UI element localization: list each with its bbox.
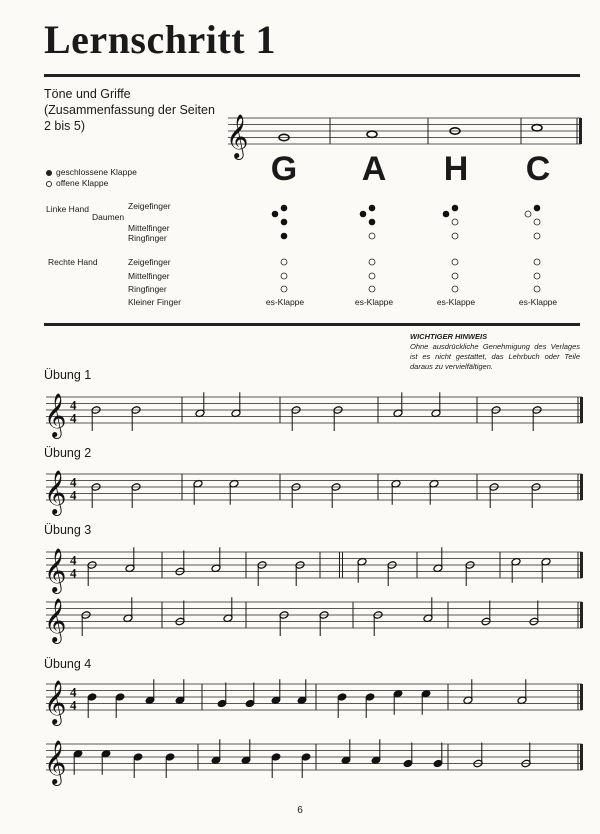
treble-clef-icon: 𝄞	[226, 114, 249, 158]
closed-hole-icon	[281, 205, 288, 212]
closed-hole-icon	[443, 211, 450, 218]
open-hole-icon	[452, 273, 458, 279]
open-hole-icon	[369, 259, 375, 265]
intro-text: Töne und Griffe (Zusammenfassung der Seiten 2 bis 5)	[44, 87, 215, 133]
exercise-label: Übung 1	[44, 368, 92, 382]
left-hand-label: Linke Hand	[46, 204, 90, 214]
legend-closed	[46, 167, 137, 177]
final-barline	[580, 602, 583, 628]
closed-hole-icon	[272, 211, 279, 218]
legend-open-label: offene Klappe	[56, 178, 109, 188]
note-letter-h: H	[443, 150, 469, 188]
final-barline	[580, 684, 583, 710]
open-hole-icon	[534, 219, 540, 225]
note-letter-c: C	[525, 150, 551, 188]
closed-hole-icon	[369, 205, 376, 212]
time-signature-denominator: 4	[70, 697, 77, 713]
filled-dot-icon	[46, 170, 52, 176]
open-hole-icon	[452, 219, 458, 225]
note-letter-a: A	[361, 150, 387, 188]
notice-text: Ohne ausdrückliche Genehmigung des Verlages ist es nicht gestattet, das Lehrbuch oder Teile daraus zu vervielfältigen.	[410, 342, 580, 371]
es-key-label: es-Klappe	[436, 297, 476, 307]
open-hole-icon	[369, 286, 375, 292]
left-finger-label: Zeigefinger	[128, 201, 171, 211]
es-key-label: es-Klappe	[265, 297, 305, 307]
left-finger-label: Mittelfinger	[128, 223, 170, 233]
closed-hole-icon	[369, 219, 376, 226]
section-rule	[44, 323, 580, 326]
closed-hole-icon	[452, 205, 459, 212]
notice-title: WICHTIGER HINWEIS	[410, 332, 488, 341]
time-signature-denominator: 4	[70, 410, 77, 426]
open-hole-icon	[281, 273, 287, 279]
closed-hole-icon	[281, 233, 288, 240]
closed-hole-icon	[360, 211, 367, 218]
time-signature-numerator: 4	[70, 397, 77, 413]
open-hole-icon	[452, 259, 458, 265]
left-finger-label: Ringfinger	[128, 233, 167, 243]
time-signature-numerator: 4	[70, 474, 77, 490]
whole-note	[532, 125, 542, 131]
open-hole-icon	[369, 273, 375, 279]
legend-open	[46, 178, 108, 188]
note-letter-g: G	[270, 150, 298, 188]
open-hole-icon	[452, 233, 458, 239]
final-barline	[580, 552, 583, 578]
open-hole-icon	[534, 286, 540, 292]
copyright-notice	[410, 332, 580, 372]
treble-clef-icon: 𝄞	[44, 548, 67, 592]
es-key-label: es-Klappe	[354, 297, 394, 307]
time-signature-numerator: 4	[70, 684, 77, 700]
thumb-label: Daumen	[92, 212, 125, 222]
right-finger-label: Mittelfinger	[128, 271, 170, 281]
treble-clef-icon: 𝄞	[44, 470, 67, 514]
exercise-label: Übung 2	[44, 446, 92, 460]
whole-note	[367, 131, 377, 137]
open-hole-icon	[281, 259, 287, 265]
treble-clef-icon: 𝄞	[44, 740, 67, 784]
final-barline	[580, 744, 583, 770]
open-dot-icon	[46, 181, 52, 187]
time-signature-denominator: 4	[70, 565, 77, 581]
es-key-label: es-Klappe	[518, 297, 558, 307]
treble-clef-icon: 𝄞	[44, 680, 67, 724]
open-hole-icon	[452, 286, 458, 292]
page-number: 6	[297, 805, 303, 816]
final-barline	[580, 397, 583, 423]
closed-hole-icon	[281, 219, 288, 226]
treble-clef-icon: 𝄞	[44, 598, 67, 642]
right-hand-label: Rechte Hand	[48, 257, 98, 267]
open-hole-icon	[369, 233, 375, 239]
exercise-label: Übung 3	[44, 523, 92, 537]
right-finger-label: Ringfinger	[128, 284, 167, 294]
final-barline	[580, 474, 583, 500]
page-title: Lernschritt 1	[44, 17, 277, 62]
treble-clef-icon: 𝄞	[44, 393, 67, 437]
closed-hole-icon	[534, 205, 541, 212]
time-signature-denominator: 4	[70, 487, 77, 503]
open-hole-icon	[525, 211, 531, 217]
final-barline	[579, 118, 582, 144]
exercise-label: Übung 4	[44, 657, 92, 671]
right-finger-label: Kleiner Finger	[128, 297, 181, 307]
open-hole-icon	[534, 233, 540, 239]
legend-closed-label: geschlossene Klappe	[56, 167, 137, 177]
right-finger-label: Zeigefinger	[128, 257, 171, 267]
open-hole-icon	[534, 273, 540, 279]
open-hole-icon	[281, 286, 287, 292]
open-hole-icon	[534, 259, 540, 265]
time-signature-numerator: 4	[70, 552, 77, 568]
